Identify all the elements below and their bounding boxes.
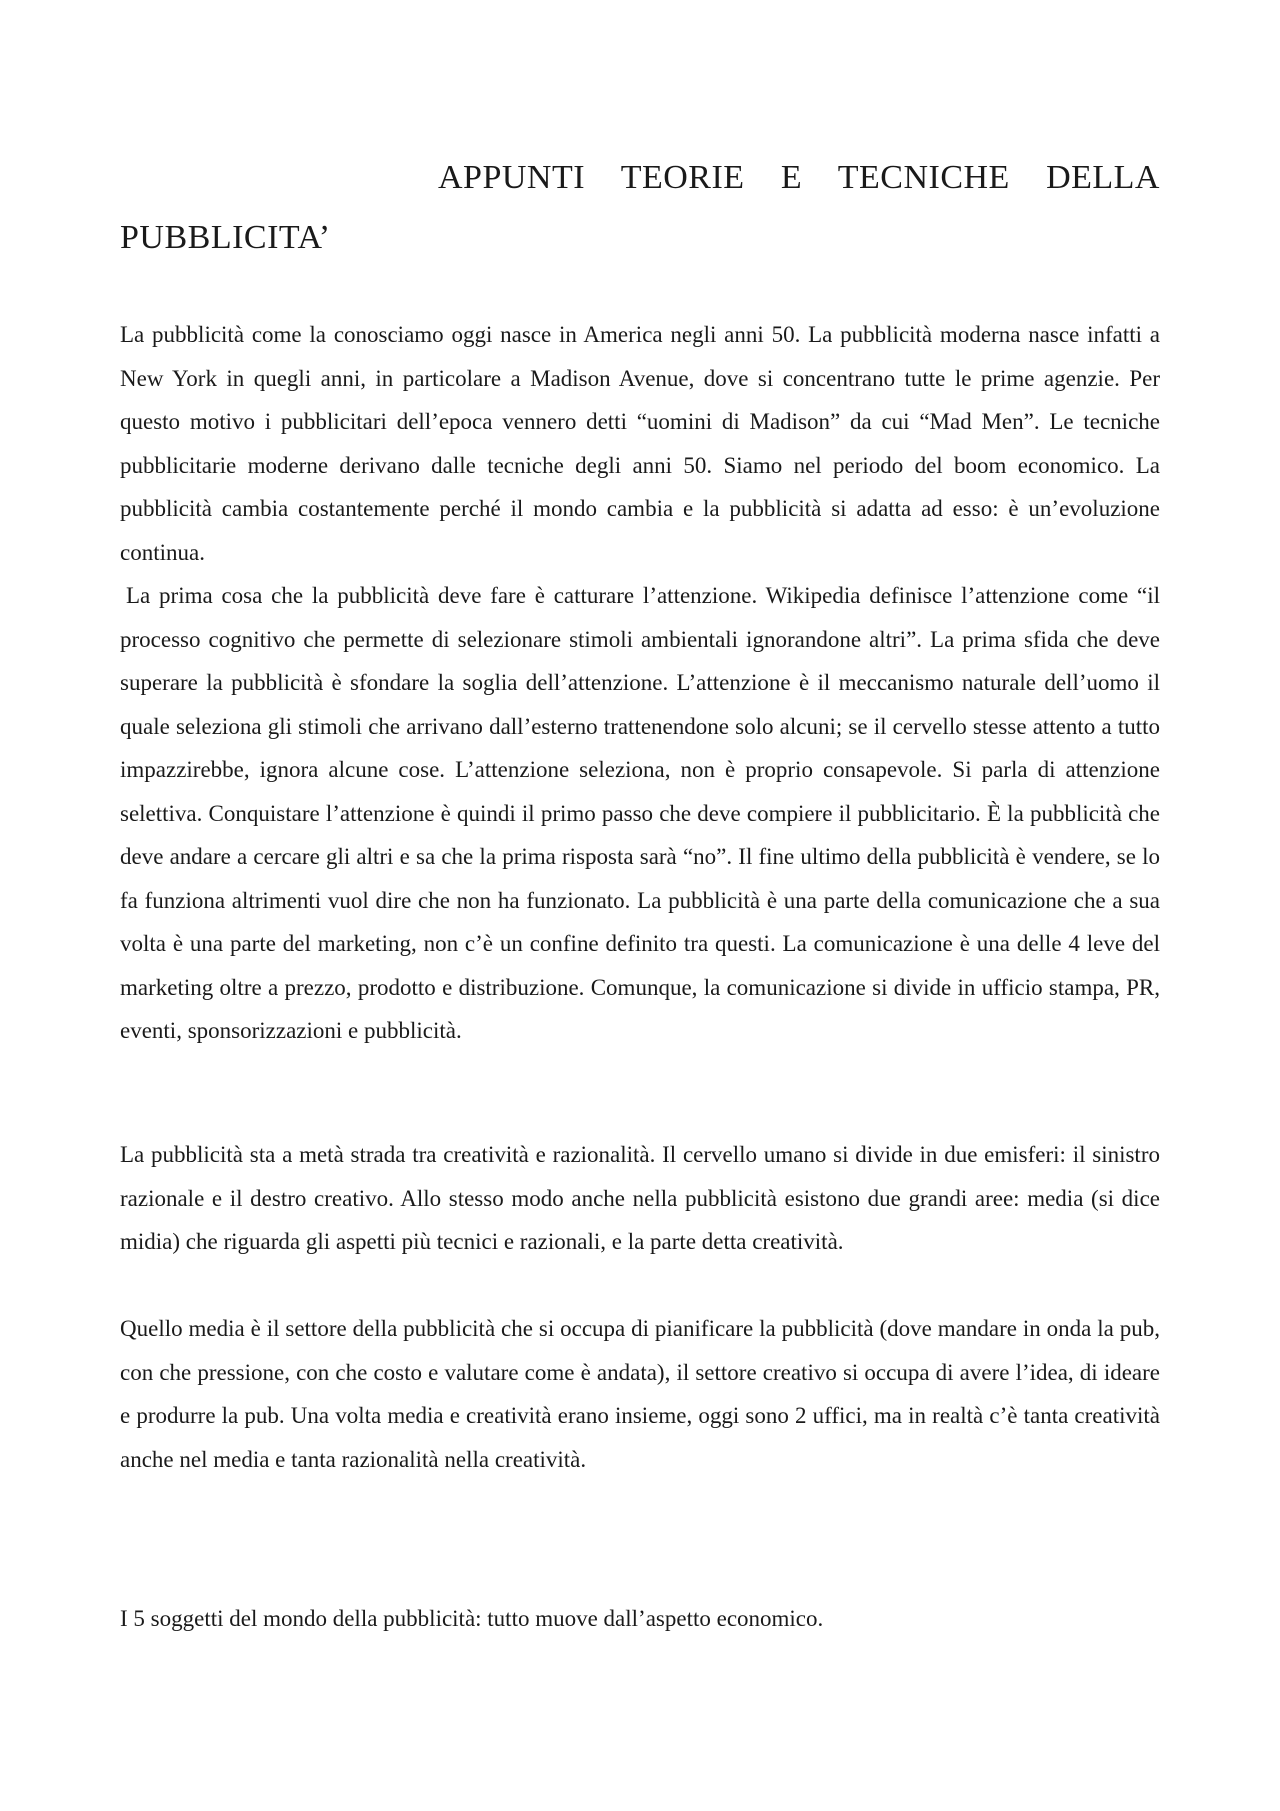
- paragraph-attention: La prima cosa che la pubblicità deve fare è catturare l’attenzione. Wikipedia definisce l’attenzione come “il processo cognitivo che permette di selezionare stimoli ambientali ignorandone altri”. La prima sfida che deve superare la pubblicità è sfondare la soglia dell’attenzione. L’attenzione è il meccanismo naturale dell’uomo il quale seleziona gli stimoli che arrivano dall’esterno trattenendone solo alcuni; se il cervello stesse attento a tutto impazzirebbe, ignora alcune cose. L’attenzione seleziona, non è proprio consapevole. Si parla di attenzione selettiva. Conquistare l’attenzione è quindi il primo passo che deve compiere il pubblicitario. È la pubblicità che deve andare a cercare gli altri e sa che la prima risposta sarà “no”. Il fine ultimo della pubblicità è vendere, se lo fa funziona altrimenti vuol dire che non ha funzionato. La pubblicità è una parte della comunicazione che a sua volta è una parte del marketing, non c’è un confine definito tra questi. La comunicazione è una delle 4 leve del marketing oltre a prezzo, prodotto e distribuzione. Comunque, la comunicazione si divide in ufficio stampa, PR, eventi, sponsorizzazioni e pubblicità.: [120, 583, 1160, 1043]
- title-line-1: APPUNTI TEORIE E TECNICHE DELLA: [438, 159, 1160, 196]
- paragraph-creativity-rationality: La pubblicità sta a metà strada tra creatività e razionalità. Il cervello umano si divide in due emisferi: il sinistro razionale e il destro creativo. Allo stesso modo anche nella pubblicità esistono due grandi aree: media (si dice midia) che riguarda gli aspetti più tecnici e razionali, e la parte detta creatività.: [120, 1142, 1160, 1254]
- title-line-2: PUBBLICITA’: [120, 219, 331, 256]
- paragraph-media-sector: Quello media è il settore della pubblicità che si occupa di pianificare la pubblicità (dove mandare in onda la pub, con che pressione, con che costo e valutare come è andata), il settore creativo si occupa di avere l’idea, di ideare e produrre la pub. Una volta media e creatività erano insieme, oggi sono 2 uffici, ma in realtà c’è tanta creatività anche nel media e tanta razionalità nella creatività.: [120, 1316, 1160, 1472]
- paragraph-five-subjects: I 5 soggetti del mondo della pubblicità: tutto muove dall’aspetto economico.: [120, 1606, 824, 1631]
- paragraph-origins: La pubblicità come la conosciamo oggi nasce in America negli anni 50. La pubblicità moderna nasce infatti a New York in quegli anni, in particolare a Madison Avenue, dove si concentrano tutte le prime agenzie. Per questo motivo i pubblicitari dell’epoca vennero detti “uomini di Madison” da cui “Mad Men”. Le tecniche pubblicitarie moderne derivano dalle tecniche degli anni 50. Siamo nel periodo del boom economico. La pubblicità cambia costantemente perché il mondo cambia e la pubblicità si adatta ad esso: è un’evoluzione continua.: [120, 322, 1160, 565]
